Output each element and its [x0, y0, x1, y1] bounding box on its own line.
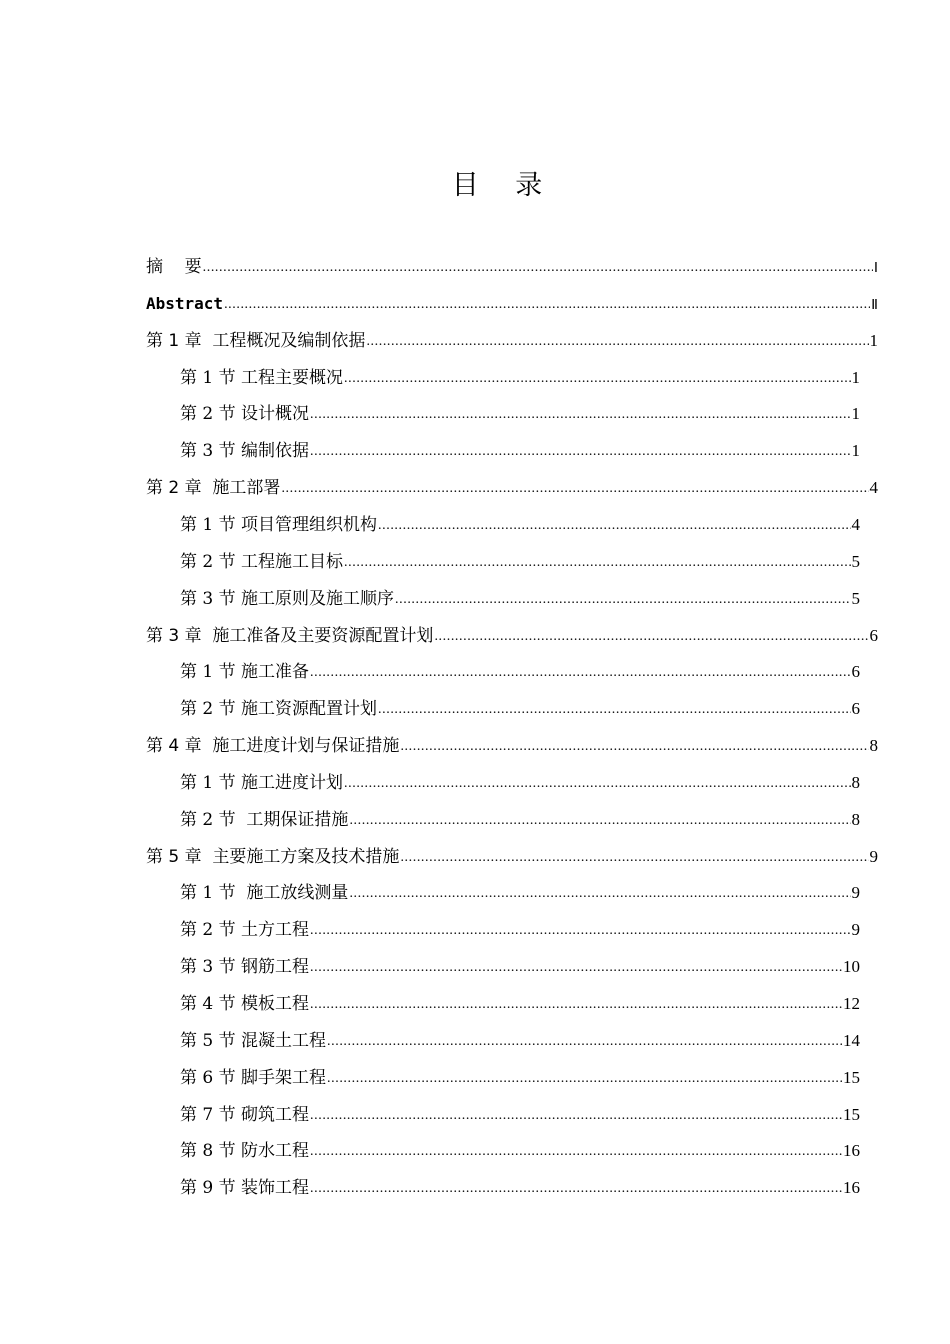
toc-leader-dots [310, 1104, 842, 1128]
toc-entry-section-3-1[interactable] [180, 660, 860, 684]
toc-entry-section-5-2[interactable] [180, 918, 860, 942]
toc-entry-section-5-5[interactable] [180, 1029, 860, 1053]
toc-entry-section-1-3[interactable] [180, 439, 860, 463]
toc-page-number: 4 [851, 515, 860, 534]
toc-page-number: 5 [851, 589, 860, 608]
toc-page-number: 12 [843, 994, 860, 1013]
toc-entry-section-2-1[interactable] [180, 513, 860, 537]
toc-entry-label: 第 4 章 施工进度计划与保证措施 [146, 736, 400, 756]
toc-leader-dots [349, 882, 850, 906]
toc-entry-label: 第 6 节 脚手架工程 [180, 1068, 327, 1088]
toc-entry-abstract-cn[interactable] [146, 255, 878, 279]
toc-entry-label: 第 2 章 施工部署 [146, 478, 281, 498]
toc-page-number: 16 [843, 1178, 860, 1197]
toc-page-number: 8 [851, 810, 860, 829]
toc-page-number: 4 [869, 478, 878, 497]
toc-leader-dots [344, 367, 850, 391]
toc-entry-section-2-3[interactable] [180, 587, 860, 611]
toc-leader-dots [395, 588, 850, 612]
toc-page-number: 9 [869, 847, 878, 866]
toc-page-number: 8 [869, 736, 878, 755]
toc-leader-dots [378, 514, 850, 538]
toc-leader-dots [310, 661, 850, 685]
toc-entry-section-5-1[interactable] [180, 881, 860, 905]
toc-leader-dots [327, 1067, 842, 1091]
toc-page-number: 15 [843, 1068, 860, 1087]
toc-entry-section-5-7[interactable] [180, 1103, 860, 1127]
toc-entry-section-5-9[interactable] [180, 1176, 860, 1200]
toc-page-number: 6 [851, 662, 860, 681]
toc-leader-dots [344, 551, 850, 575]
toc-leader-dots [203, 256, 873, 280]
toc-page-number: 1 [869, 331, 878, 350]
toc-entry-section-5-8[interactable] [180, 1139, 860, 1163]
toc-entry-label: 第 3 节 编制依据 [180, 441, 310, 461]
toc-entry-section-3-2[interactable] [180, 697, 860, 721]
toc-page-number: 1 [851, 404, 860, 423]
toc-entry-label: 第 3 节 施工原则及施工顺序 [180, 589, 395, 609]
toc-leader-dots [366, 330, 868, 354]
toc-leader-dots [400, 846, 868, 870]
toc-leader-dots [310, 956, 842, 980]
toc-entry-label: 第 7 节 砌筑工程 [180, 1105, 310, 1125]
toc-entry-section-4-1[interactable] [180, 771, 860, 795]
toc-entry-label: 第 2 节 施工资源配置计划 [180, 699, 378, 719]
toc-page-number: 6 [851, 699, 860, 718]
toc-entry-abstract-en[interactable] [146, 292, 878, 316]
toc-entry-section-5-6[interactable] [180, 1066, 860, 1090]
toc-entry-label: 摘 要 [146, 257, 202, 277]
toc-entry-chapter-3[interactable] [146, 624, 878, 648]
toc-page-number: 1 [851, 441, 860, 460]
toc-entry-label: 第 2 节 土方工程 [180, 920, 310, 940]
toc-entry-label: 第 5 节 混凝土工程 [180, 1031, 327, 1051]
toc-page-number: Ⅱ [871, 296, 878, 312]
toc-entry-label: 第 1 节 施工进度计划 [180, 773, 344, 793]
toc-entry-section-4-2[interactable] [180, 808, 860, 832]
toc-leader-dots [281, 477, 868, 501]
toc-entry-label: 第 3 节 钢筋工程 [180, 957, 310, 977]
toc-entry-section-5-3[interactable] [180, 955, 860, 979]
toc-title: 目 录 [451, 170, 557, 201]
toc-page-number: 9 [851, 883, 860, 902]
toc-entry-label: 第 5 章 主要施工方案及技术措施 [146, 847, 400, 867]
toc-entry-label: 第 2 节 工程施工目标 [180, 552, 344, 572]
toc-entry-chapter-1[interactable] [146, 329, 878, 353]
toc-entry-label: 第 1 节 施工准备 [180, 662, 310, 682]
toc-page-number: 9 [851, 920, 860, 939]
toc-leader-dots [310, 440, 850, 464]
toc-leader-dots [400, 735, 868, 759]
toc-entry-label: 第 1 章 工程概况及编制依据 [146, 331, 366, 351]
toc-entry-label: 第 2 节 工期保证措施 [180, 810, 349, 830]
toc-leader-dots [349, 809, 850, 833]
toc-leader-dots [310, 993, 842, 1017]
toc-page-number: 1 [851, 368, 860, 387]
toc-page-number: 10 [843, 957, 860, 976]
toc-leader-dots [310, 403, 850, 427]
toc-entry-label: 第 3 章 施工准备及主要资源配置计划 [146, 626, 434, 646]
toc-entry-section-1-2[interactable] [180, 402, 860, 426]
toc-page-number: 5 [851, 552, 860, 571]
toc-entry-section-2-2[interactable] [180, 550, 860, 574]
toc-leader-dots [310, 1177, 842, 1201]
toc-page-number: 8 [851, 773, 860, 792]
toc-page-number: 16 [843, 1141, 860, 1160]
toc-page-number: 15 [843, 1105, 860, 1124]
toc-entry-label: 第 4 节 模板工程 [180, 994, 310, 1014]
toc-entry-label: 第 1 节 施工放线测量 [180, 883, 349, 903]
toc-leader-dots [327, 1030, 842, 1054]
toc-page-number: 6 [869, 626, 878, 645]
toc-entry-label: 第 1 节 工程主要概况 [180, 368, 344, 388]
toc-entry-section-5-4[interactable] [180, 992, 860, 1016]
toc-leader-dots [310, 1140, 842, 1164]
toc-leader-dots [434, 625, 868, 649]
toc-entry-label: Abstract [146, 294, 224, 313]
toc-entry-label: 第 8 节 防水工程 [180, 1141, 310, 1161]
toc-entry-label: 第 9 节 装饰工程 [180, 1178, 310, 1198]
toc-page-number: 14 [843, 1031, 860, 1050]
toc-entry-chapter-2[interactable] [146, 476, 878, 500]
toc-leader-dots [224, 293, 870, 317]
toc-entry-chapter-5[interactable] [146, 845, 878, 869]
toc-page-number: Ⅰ [873, 259, 878, 275]
toc-entry-section-1-1[interactable] [180, 366, 860, 390]
toc-entry-label: 第 2 节 设计概况 [180, 404, 310, 424]
toc-entry-label: 第 1 节 项目管理组织机构 [180, 515, 378, 535]
toc-entry-chapter-4[interactable] [146, 734, 878, 758]
toc-leader-dots [310, 919, 850, 943]
toc-leader-dots [378, 698, 850, 722]
toc-leader-dots [344, 772, 850, 796]
